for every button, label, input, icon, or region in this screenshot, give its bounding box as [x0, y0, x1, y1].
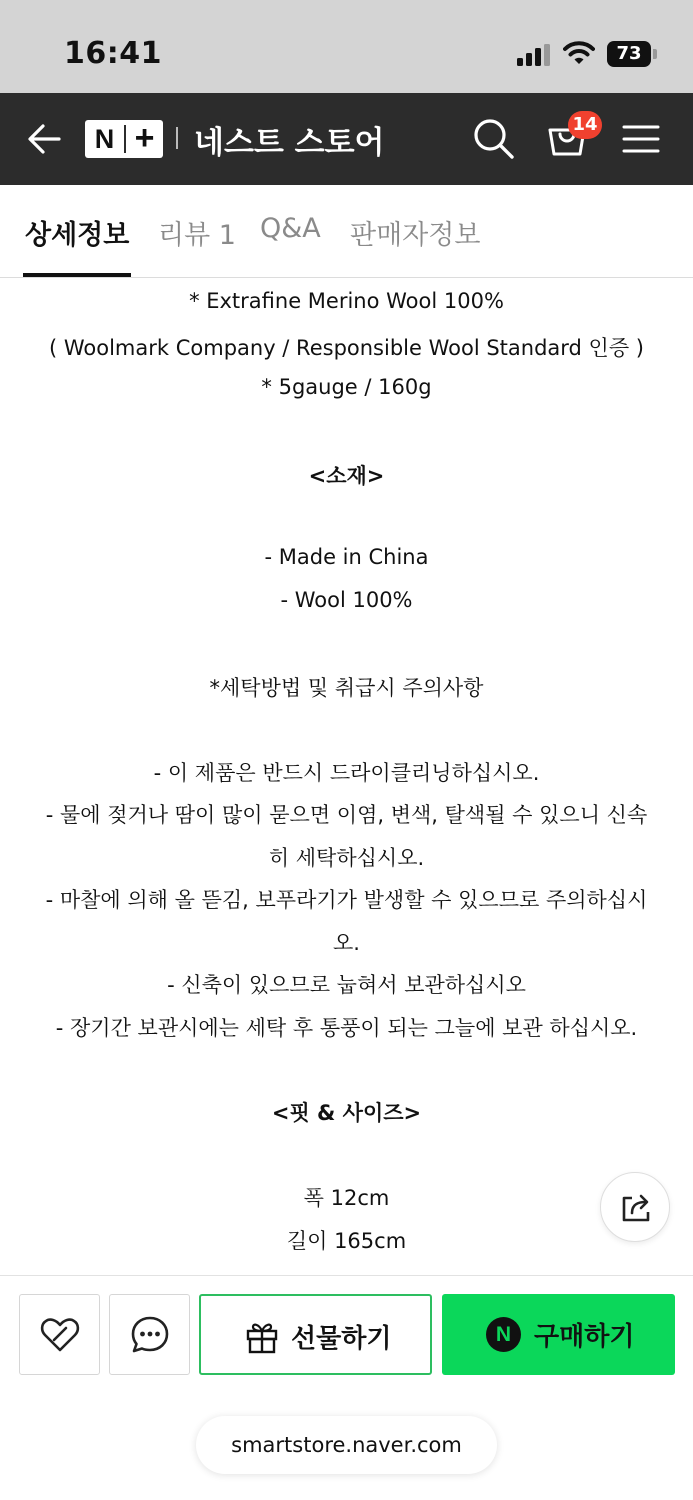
section-heading-care: *세탁방법 및 취급시 주의사항	[209, 676, 484, 700]
detail-line: - 마찰에 의해 올 뜯김, 보푸라기가 발생할 수 있으므로 주의하십시	[45, 888, 648, 912]
detail-line: 오.	[333, 931, 360, 955]
detail-line: - Wool 100%	[280, 588, 413, 612]
section-heading-material: <소재>	[308, 464, 385, 488]
battery-indicator	[607, 41, 657, 67]
naver-pay-icon: N	[486, 1317, 521, 1352]
menu-icon[interactable]	[622, 124, 660, 154]
detail-line: ( Woolmark Company / Responsible Wool Standard 인증 )	[49, 336, 644, 360]
wifi-icon	[563, 40, 595, 66]
status-bar	[0, 0, 693, 93]
search-icon[interactable]	[473, 118, 515, 160]
wishlist-button[interactable]	[19, 1294, 100, 1375]
naver-plus-logo[interactable]	[85, 120, 163, 158]
heart-icon	[39, 1314, 81, 1356]
store-title[interactable]: 네스트 스토어	[194, 125, 385, 161]
cart-count-badge: 14	[568, 111, 602, 139]
chat-bubble-icon	[129, 1314, 171, 1356]
buy-button-label: 구매하기	[534, 1322, 635, 1352]
gift-button-label: 선물하기	[291, 1324, 392, 1354]
buy-button[interactable]	[442, 1294, 675, 1375]
signal-icon	[517, 44, 551, 66]
logo-n: N	[94, 124, 115, 154]
tab-qna[interactable]: Q&A	[260, 213, 321, 244]
nav-divider	[176, 127, 178, 149]
battery-level: 73	[616, 43, 642, 64]
url-address-pill[interactable]: smartstore.naver.com	[196, 1416, 497, 1474]
detail-line: * Extrafine Merino Wool 100%	[189, 289, 504, 313]
logo-plus: +	[134, 119, 155, 157]
gift-icon	[245, 1320, 279, 1354]
tab-seller-info[interactable]: 판매자정보	[350, 220, 481, 251]
detail-line: 길이 165cm	[286, 1229, 407, 1253]
bottom-purchase-bar	[0, 1275, 693, 1500]
share-icon	[619, 1191, 653, 1225]
detail-line: - 물에 젖거나 땀이 많이 묻으면 이염, 변색, 탈색될 수 있으니 신속	[45, 803, 648, 827]
top-nav-bar	[0, 93, 693, 185]
tab-reviews[interactable]: 리뷰 1	[158, 220, 236, 251]
detail-line: * 5gauge / 160g	[261, 375, 432, 399]
section-heading-fit-size: <핏 & 사이즈>	[271, 1101, 422, 1125]
status-time: 16:41	[64, 36, 162, 71]
detail-line: 폭 12cm	[303, 1186, 390, 1210]
share-button[interactable]	[600, 1172, 670, 1242]
detail-line: - 장기간 보관시에는 세탁 후 통풍이 되는 그늘에 보관 하십시오.	[55, 1016, 638, 1040]
tab-detail-info[interactable]: 상세정보	[25, 220, 130, 251]
detail-line: - 이 제품은 반드시 드라이클리닝하십시오.	[153, 761, 540, 785]
product-detail-content	[0, 278, 693, 1275]
gift-button[interactable]	[199, 1294, 432, 1375]
talk-button[interactable]	[109, 1294, 190, 1375]
active-tab-indicator	[23, 273, 131, 277]
detail-line: - 신축이 있으므로 눕혀서 보관하십시오	[167, 973, 526, 997]
detail-tabs	[0, 185, 693, 278]
detail-line: 히 세탁하십시오.	[268, 846, 425, 870]
back-arrow-icon[interactable]	[26, 121, 62, 157]
detail-line: - Made in China	[264, 545, 429, 569]
